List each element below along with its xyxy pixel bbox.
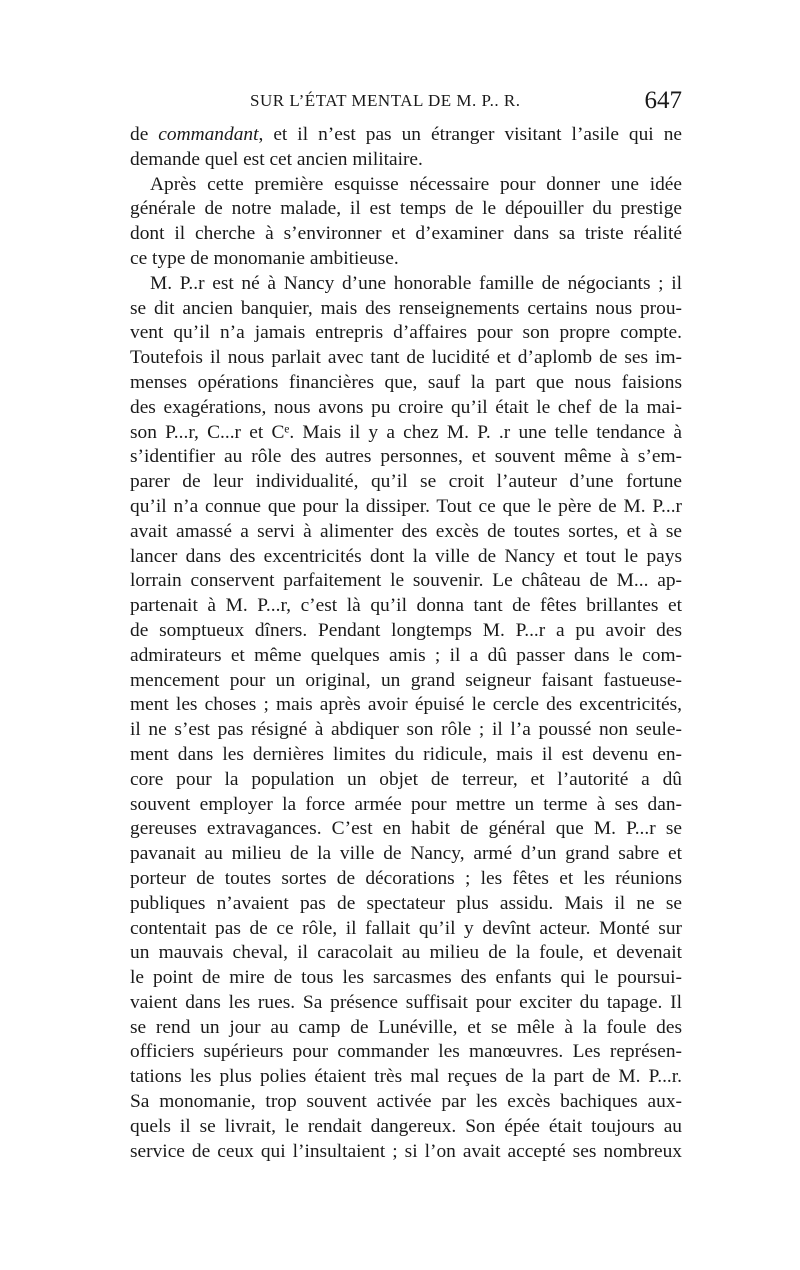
body-text [130,123,682,1164]
text-line: vaient dans les rues. Sa présence suffisait pour exciter du tapage. Il [130,991,682,1013]
text-line: ment dans les dernières limites du ridicule, mais il est devenu en- [130,743,682,765]
text-line: contentait pas de ce rôle, il fallait qu’il y devînt acteur. Monté sur [130,917,682,939]
text-line: se dit ancien banquier, mais des renseignements certains nous prou- [130,297,682,319]
text-line: menses opérations financières que, sauf la part que nous faisions [130,371,682,393]
text-line: se rend un jour au camp de Lunéville, et se mêle à la foule des [130,1016,682,1038]
text-line: parer de leur individualité, qu’il se croit l’auteur d’une fortune [130,471,682,493]
text-line: porteur de toutes sortes de décorations ; les fêtes et les réunions [130,867,682,889]
text-line: souvent employer la force armée pour mettre un terme à ses dan- [130,793,682,815]
text-line: core pour la population un objet de terreur, et l’autorité a dû [130,768,682,790]
text-line: publiques n’avaient pas de spectateur plus assidu. Mais il ne se [130,892,682,914]
text-line: de somptueux dîners. Pendant longtemps M. P...r a pu avoir des [130,619,682,641]
text-line: partenait à M. P...r, c’est là qu’il donna tant de fêtes brillantes et [130,595,682,617]
text-line: admirateurs et même quelques amis ; il a dû passer dans le com- [130,644,682,666]
page-number: 647 [644,87,682,114]
text-line: s’identifier au rôle des autres personnes, et souvent même à s’em- [130,446,682,468]
text-line: Sa monomanie, trop souvent activée par les excès bachiques aux- [130,1091,682,1113]
text-line: qu’il n’a connue que pour la dissiper. Tout ce que le père de M. P...r [130,495,682,517]
text-line: officiers supérieurs pour commander les manœuvres. Les représen- [130,1041,682,1063]
text-line: générale de notre malade, il est temps de le dépouiller du prestige [130,198,682,220]
text-line: lorrain conservent parfaitement le souvenir. Le château de M... ap- [130,570,682,592]
text-line: lancer dans des excentricités dont la ville de Nancy et tout le pays [130,545,682,567]
text-line: son P...r, C...r et Cᵉ. Mais il y a chez M. P. .r une telle tendance à [130,421,682,443]
text-line: tations les plus polies étaient très mal reçues de la part de M. P...r. [130,1066,682,1088]
text-line: des exagérations, nous avons pu croire qu’il était le chef de la mai- [130,396,682,418]
italic-word: commandant [158,124,259,145]
text-line: un mauvais cheval, il caracolait au milieu de la foule, et devenait [130,942,682,964]
text-line: Après cette première esquisse nécessaire pour donner une idée [150,173,682,195]
text-line: M. P..r est né à Nancy d’une honorable famille de négociants ; il [150,272,682,294]
text-line: vent qu’il n’a jamais entrepris d’affaires pour son propre compte. [130,322,682,344]
text-line: ment les choses ; mais après avoir épuisé le cercle des excentricités, [130,694,682,716]
text-line: gereuses extravagances. C’est en habit de général que M. P...r se [130,818,682,840]
text-line: de commandant, et il n’est pas un étranger visitant l’asile qui ne [130,124,682,145]
text-line: il ne s’est pas résigné à abdiquer son rôle ; il l’a poussé non seule- [130,719,682,741]
text-line: dont il cherche à s’environner et d’examiner dans sa triste réalité [130,223,682,245]
text-line: quels il se livrait, le rendait dangereux. Son épée était toujours au [130,1115,682,1137]
text-line: Toutefois il nous parlait avec tant de lucidité et d’aplomb de ses im- [130,347,682,369]
text-line: mencement pour un original, un grand seigneur faisant fastueuse- [130,669,682,691]
running-title: SUR L’ÉTAT MENTAL DE M. P.. R. [250,91,521,110]
text-line: le point de mire de tous les sarcasmes des enfants qui le poursui- [130,967,682,989]
running-head [130,87,682,121]
text-line: pavanait au milieu de la ville de Nancy, armé d’un grand sabre et [130,843,682,865]
text-line: ce type de monomanie ambitieuse. [130,247,399,269]
text-line: service de ceux qui l’insultaient ; si l’on avait accepté ses nombreux [130,1140,682,1162]
text-line: demande quel est cet ancien militaire. [130,148,423,170]
text-line: avait amassé a servi à alimenter des excès de toutes sortes, et à se [130,520,682,542]
